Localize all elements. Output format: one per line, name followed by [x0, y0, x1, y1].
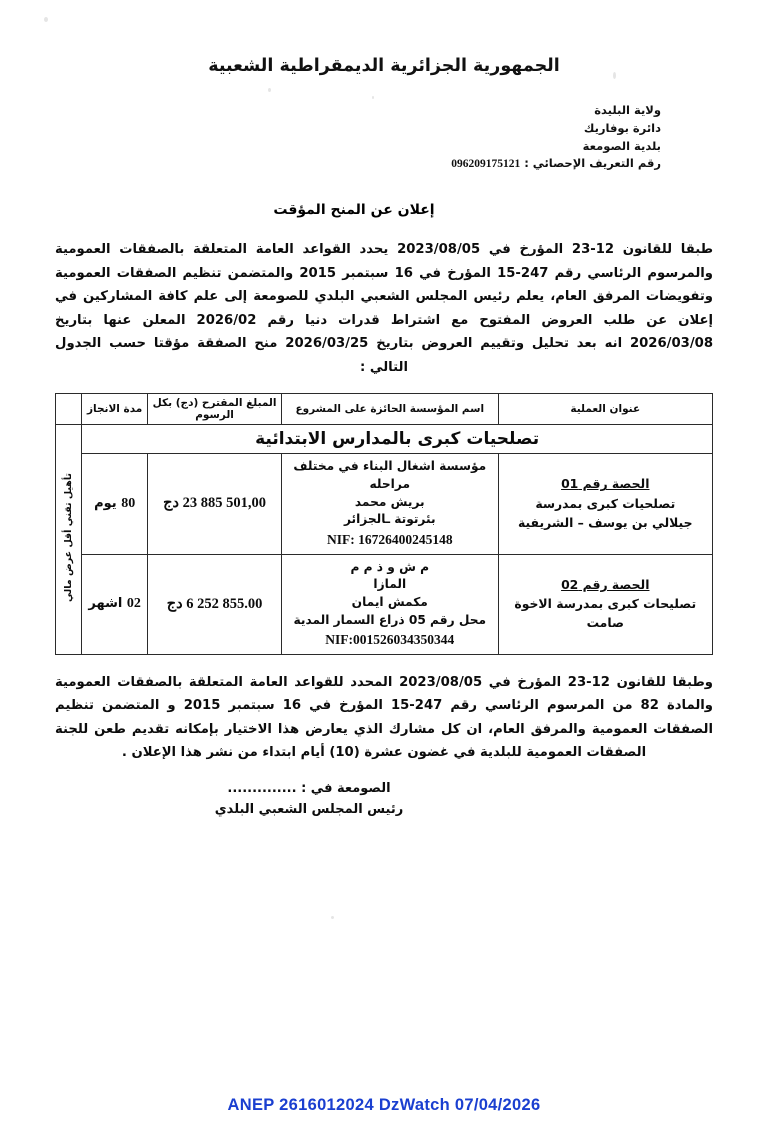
duration-unit: يوم: [94, 495, 117, 511]
column-header-amount: المبلغ المقترح (دج) بكل الرسوم: [148, 394, 282, 425]
amount-value: 6 252 855.00: [186, 595, 263, 612]
amount-cell: [148, 454, 282, 554]
baladia-line: بلدية الصومعة: [582, 138, 661, 153]
announcement-title: إعلان عن المنح المؤقت: [273, 202, 435, 219]
operation-cell: [498, 554, 712, 654]
operation-line: تصلحيات كبرى بمدرسة: [535, 496, 676, 512]
wilaya-line: ولاية البليدة: [594, 103, 661, 117]
company-cell: [282, 554, 499, 654]
statistical-id-value: 096209175121: [451, 158, 521, 171]
column-header-company: اسم المؤسسة الحائزة على المشروع: [282, 394, 499, 425]
company-line: بريش محمد: [354, 494, 425, 509]
intro-paragraph: طبقا للقانون 12-23 المؤرخ في 2023/08/05 يحدد القواعد العامة المتعلقة بالصفقات العمومية والمرسوم الرئاسي رقم 247-15 المؤرخ في 16 سبتمبر 2015 والمتضمن تنظيم الصفقات العمومية وتفويضات المرفق العام، يعلم رئيس المجلس الشعبي البلدي للصومعة إلى علم كافة المشاركين في إعلان عن طلب العروض المفتوح مع اشتراط قدرات دنيا رقم 2026/02 المعلن عنها بتاريخ 2026/03/08 انه بعد تحليل وتقييم العروض بتاريخ 2026/03/25 منح الصفقة مؤقتا حسب الجدول التالي :: [55, 242, 713, 375]
column-header-operation: عنوان العملية: [498, 394, 712, 425]
lot-id-label: الحصة رقم 01: [561, 476, 650, 492]
table-header-row: [56, 394, 713, 425]
lot-id-label: الحصة رقم 02: [561, 576, 650, 592]
signatory-title: رئيس المجلس الشعبي البلدي: [214, 801, 404, 817]
anep-footer: ANEP 2616012024 DzWatch 07/04/2026: [227, 1096, 541, 1114]
table-row: [56, 554, 713, 654]
signature-block: [55, 779, 713, 821]
operation-line: جيلالي بن يوسف – الشريفية: [517, 514, 693, 530]
duration-value: 80: [121, 495, 136, 511]
company-nif: NIF: 16726400245148: [326, 532, 453, 547]
column-header-criteria: [56, 394, 82, 425]
signature-place-line: الصومعة في : ..............: [227, 780, 391, 796]
duration-unit: اشهر: [88, 596, 123, 612]
company-cell: [282, 454, 499, 554]
operation-line: تصليحات كبرى بمدرسة الاخوة: [514, 596, 697, 612]
company-line: مؤسسة اشغال البناء في مختلف: [293, 459, 487, 474]
republic-title: الجمهورية الجزائرية الديمقراطية الشعبية: [208, 56, 560, 76]
operation-line: صامت: [586, 615, 624, 631]
bid-table-wrapper: [55, 393, 713, 655]
administrative-header: [55, 102, 713, 174]
amount-currency: دج: [166, 595, 183, 612]
daira-line: دائرة بوفاريك: [583, 120, 661, 135]
duration-value: 02: [126, 596, 141, 612]
column-header-duration: مدة الانجاز: [82, 394, 148, 425]
criteria-cell: [56, 425, 82, 655]
company-line: المازا: [373, 577, 407, 592]
scan-speck: [331, 916, 334, 919]
company-line: م ش و ذ م م: [350, 559, 430, 574]
company-line: مراحله: [369, 476, 410, 491]
closing-paragraph: وطبقا للقانون 12-23 المؤرخ في 2023/08/05 المحدد للقواعد العامة المتعلقة بالصفقات العمومية والمادة 82 من المرسوم الرئاسي رقم 247-15 المؤرخ في 16 سبتمبر 2015 و المتضمن تنظيم الصفقات العمومية والمرفق العام، ان كل مشارك الذي يعارض هذا الاختيار بإمكانه تقديم طعن للجنة الصفقات العمومية للبلدية في غضون عشرة (10) أيام ابتداء من نشر هذا الإعلان .: [55, 674, 714, 761]
amount-currency: دج: [163, 495, 179, 512]
company-line: بئرتوتة ـالجزائر: [343, 512, 436, 527]
table-row: [56, 454, 713, 554]
project-title-cell: تصلحيات كبرى بالمدارس الابتدائية: [82, 425, 713, 454]
duration-cell: [82, 554, 148, 654]
company-nif: NIF:001526034350344: [325, 632, 455, 648]
company-line: مكمش ايمان: [351, 594, 428, 609]
operation-cell: [498, 454, 712, 554]
statistical-id-line: [55, 155, 661, 174]
amount-cell: [148, 554, 282, 654]
project-title-row: [56, 425, 713, 454]
company-line: محل رقم 05 ذراع السمار المدية: [293, 612, 487, 627]
amount-value: 23 885 501,00: [182, 495, 266, 512]
bid-results-table: [55, 393, 713, 655]
criteria-vertical-text: تأهيل تقني أقل عرض مالي: [62, 472, 74, 602]
statistical-id-label: رقم التعريف الإحصائي :: [524, 156, 661, 171]
duration-cell: [82, 454, 148, 554]
